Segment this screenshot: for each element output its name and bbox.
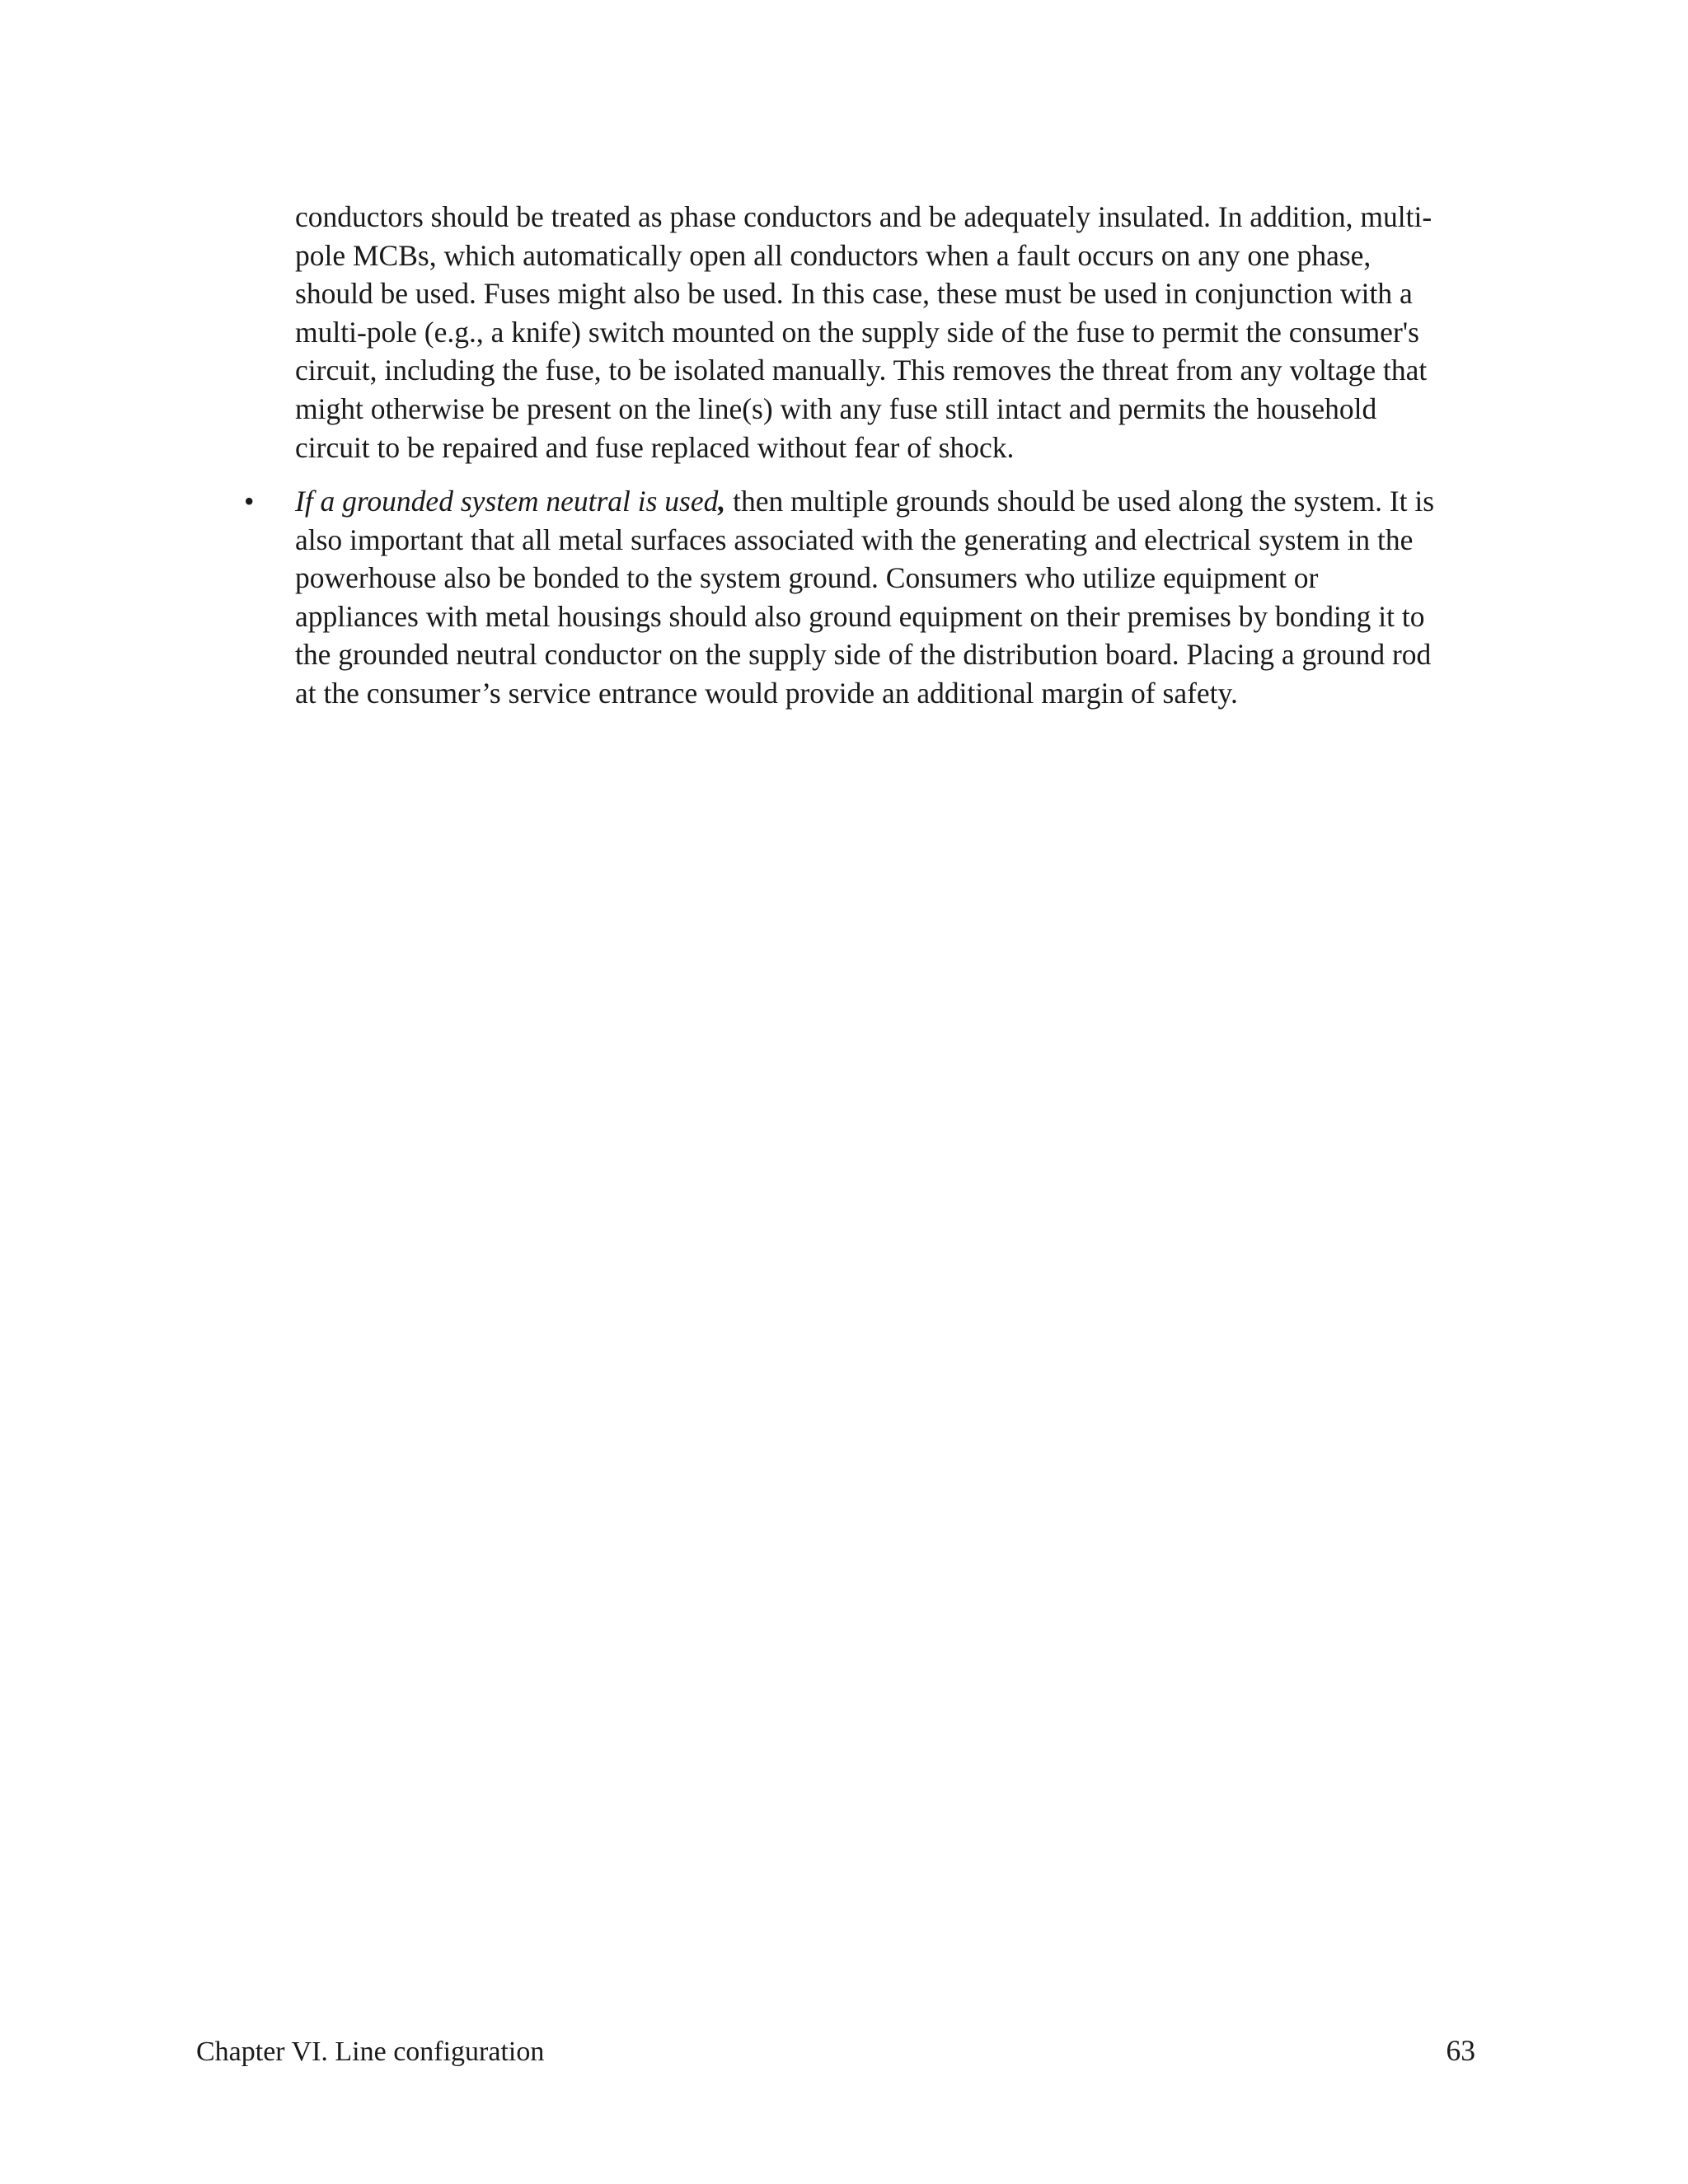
paragraph-line: pole MCBs, which automatically open all conductors when a fault occurs on any one phase, — [295, 238, 1372, 272]
bullet-first-line — [295, 482, 1490, 521]
paragraph-line: appliances with metal housings should also ground equipment on their premises by bonding it to — [295, 599, 1425, 633]
paragraph-line: also important that all metal surfaces associated with the generating and electrical system in the — [295, 523, 1414, 556]
paragraph-line: circuit to be repaired and fuse replaced without fear of shock. — [295, 430, 1015, 464]
footer-chapter-title: Chapter VI. Line configuration — [196, 2036, 545, 2067]
paragraph-line: circuit, including the fuse, to be isolated manually. This removes the threat from any voltage that — [295, 354, 1428, 387]
paragraph-line: multi-pole (e.g., a knife) switch mounted on the supply side of the fuse to permit the consumer's — [295, 315, 1419, 349]
paragraph-line: powerhouse also be bonded to the system ground. Consumers who utilize equipment or — [295, 561, 1319, 595]
paragraph-line: should be used. Fuses might also be used. In this case, these must be used in conjunction with a — [295, 277, 1413, 311]
continued-paragraph — [295, 198, 1490, 466]
paragraph-line: might otherwise be present on the line(s) with any fuse still intact and permits the household — [295, 391, 1377, 425]
paragraph-line: at the consumer’s service entrance would provide an additional margin of safety. — [295, 676, 1238, 710]
bullet-paragraph — [295, 482, 1490, 713]
bullet-first-line-rest: then multiple grounds should be used along the system. It is — [725, 485, 1435, 518]
bullet-lead-comma: , — [718, 485, 726, 518]
footer-page-number: 63 — [1446, 2034, 1475, 2067]
paragraph-line: conductors should be treated as phase conductors and be adequately insulated. In addition, multi- — [295, 200, 1432, 233]
paragraph-line: the grounded neutral conductor on the supply side of the distribution board. Placing a ground rod — [295, 638, 1432, 672]
bullet-lead-italic: If a grounded system neutral is used — [295, 485, 719, 518]
bullet-icon: • — [244, 485, 255, 518]
